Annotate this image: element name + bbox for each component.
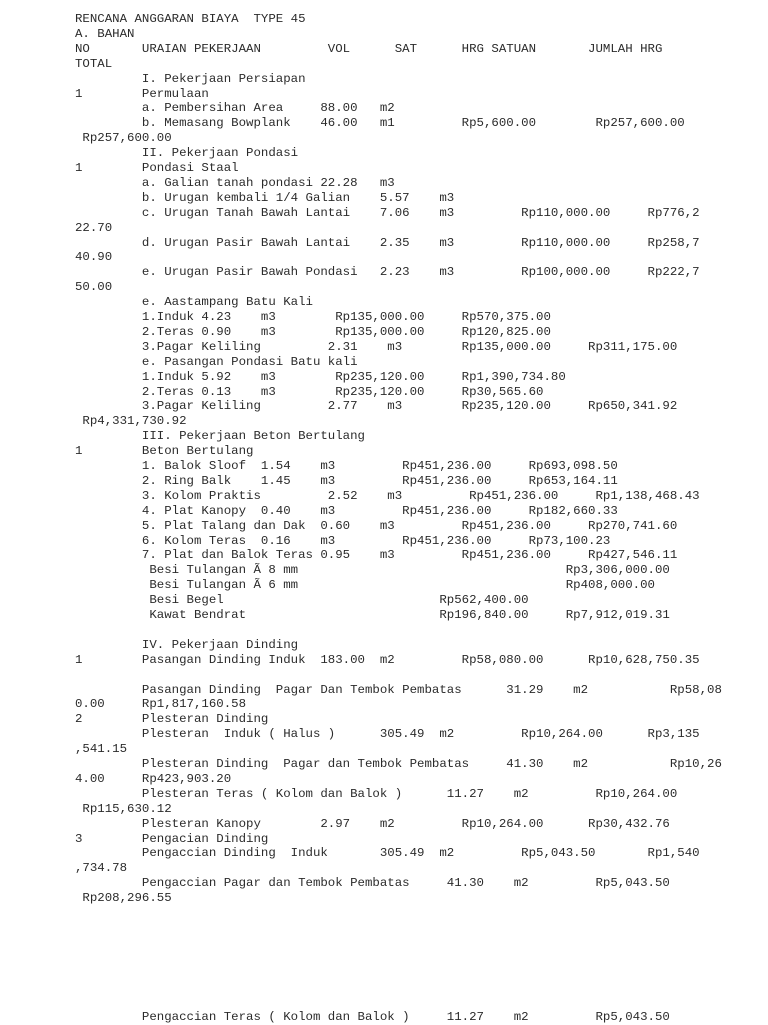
document-line: 5. Plat Talang dan Dak 0.60 m3 Rp451,236.00 Rp270,741.60 <box>75 518 678 533</box>
document-line: 50.00 <box>75 280 113 295</box>
document-line: Pengaccian Teras ( Kolom dan Balok ) 11.27 m2 Rp5,043.50 <box>75 1010 670 1025</box>
document-line: 2.Teras 0.13 m3 Rp235,120.00 Rp30,565.60 <box>75 384 544 399</box>
document-line: Besi Tulangan Ã 6 mm Rp408,000.00 <box>75 578 655 593</box>
document-line: Rp257,600.00 <box>75 131 172 146</box>
document-line: a. Pembersihan Area 88.00 m2 <box>75 101 395 116</box>
document-line: A. BAHAN <box>75 26 135 41</box>
document-line: a. Galian tanah pondasi 22.28 m3 <box>75 175 395 190</box>
document-line: 2. Ring Balk 1.45 m3 Rp451,236.00 Rp653,164.11 <box>75 473 618 488</box>
document-line: 3.Pagar Keliling 2.31 m3 Rp135,000.00 Rp311,175.00 <box>75 339 678 354</box>
document-line: 4.00 Rp423,903.20 <box>75 771 232 786</box>
document-line: Plesteran Induk ( Halus ) 305.49 m2 Rp10,264.00 Rp3,135 <box>75 727 700 742</box>
document-line: 0.00 Rp1,817,160.58 <box>75 697 247 712</box>
document-line: 1 Pasangan Dinding Induk 183.00 m2 Rp58,080.00 Rp10,628,750.35 <box>75 652 700 667</box>
document-line: 1.Induk 5.92 m3 Rp235,120.00 Rp1,390,734.80 <box>75 369 566 384</box>
document-line: 1. Balok Sloof 1.54 m3 Rp451,236.00 Rp693,098.50 <box>75 459 618 473</box>
document-line: 1 Pondasi Staal <box>75 161 239 175</box>
document-line: 22.70 <box>75 220 113 235</box>
document-line: IV. Pekerjaan Dinding <box>75 637 299 652</box>
document-line: Pasangan Dinding Pagar Dan Tembok Pembatas 31.29 m2 Rp58,08 <box>75 682 722 697</box>
document-line: c. Urugan Tanah Bawah Lantai 7.06 m3 Rp110,000.00 Rp776,2 <box>75 205 700 220</box>
document-line: e. Aastampang Batu Kali <box>75 295 313 310</box>
document-line: ,734.78 <box>75 861 128 876</box>
document-line: Besi Begel Rp562,400.00 <box>75 593 529 608</box>
document-line: 4. Plat Kanopy 0.40 m3 Rp451,236.00 Rp182,660.33 <box>75 503 618 518</box>
document-line: Pengaccian Pagar dan Tembok Pembatas 41.30 m2 Rp5,043.50 <box>75 876 670 891</box>
document-line: 1 Permulaan <box>75 86 209 101</box>
document-line: b. Urugan kembali 1/4 Galian 5.57 m3 <box>75 190 455 205</box>
document-line: 6. Kolom Teras 0.16 m3 Rp451,236.00 Rp73,100.23 <box>75 533 611 548</box>
document-line: e. Pasangan Pondasi Batu kali <box>75 354 358 369</box>
document-line: 7. Plat dan Balok Teras 0.95 m3 Rp451,236.00 Rp427,546.11 <box>75 548 678 563</box>
document-line: Rp115,630.12 <box>75 801 172 816</box>
document-line: TOTAL <box>75 56 113 71</box>
document-line: RENCANA ANGGARAN BIAYA TYPE 45 <box>75 12 306 26</box>
document-line: 1 Beton Bertulang <box>75 444 254 459</box>
document-line: Rp208,296.55 <box>75 891 172 906</box>
document-line: I. Pekerjaan Persiapan <box>75 71 306 86</box>
document-line: 3 Pengacian Dinding <box>75 831 269 846</box>
document-line: Plesteran Kanopy 2.97 m2 Rp10,264.00 Rp30,432.76 <box>75 816 670 831</box>
document-line: e. Urugan Pasir Bawah Pondasi 2.23 m3 Rp100,000.00 Rp222,7 <box>75 265 700 280</box>
document-line: Rp4,331,730.92 <box>75 414 187 429</box>
document-line: III. Pekerjaan Beton Bertulang <box>75 429 365 444</box>
document-line: II. Pekerjaan Pondasi <box>75 146 299 161</box>
document-line: b. Memasang Bowplank 46.00 m1 Rp5,600.00 Rp257,600.00 <box>75 116 685 131</box>
document-line: Plesteran Dinding Pagar dan Tembok Pembatas 41.30 m2 Rp10,26 <box>75 757 722 771</box>
document-line: Besi Tulangan Ã 8 mm Rp3,306,000.00 <box>75 563 670 578</box>
document-line: 2 Plesteran Dinding <box>75 712 269 727</box>
document-line: Kawat Bendrat Rp196,840.00 Rp7,912,019.31 <box>75 608 670 622</box>
document-line: ,541.15 <box>75 742 128 757</box>
document-line: 2.Teras 0.90 m3 Rp135,000.00 Rp120,825.00 <box>75 324 551 339</box>
document-line: 3.Pagar Keliling 2.77 m3 Rp235,120.00 Rp650,341.92 <box>75 399 678 414</box>
document-line: NO URAIAN PEKERJAAN VOL SAT HRG SATUAN JUMLAH HRG <box>75 41 663 56</box>
document-line: Plesteran Teras ( Kolom dan Balok ) 11.27 m2 Rp10,264.00 <box>75 786 678 801</box>
document-line: 3. Kolom Praktis 2.52 m3 Rp451,236.00 Rp1,138,468.43 <box>75 488 700 503</box>
document-line: Pengaccian Dinding Induk 305.49 m2 Rp5,043.50 Rp1,540 <box>75 846 700 861</box>
document-line: d. Urugan Pasir Bawah Lantai 2.35 m3 Rp110,000.00 Rp258,7 <box>75 235 700 250</box>
document-line: 40.90 <box>75 250 113 265</box>
document-line: 1.Induk 4.23 m3 Rp135,000.00 Rp570,375.00 <box>75 310 551 324</box>
